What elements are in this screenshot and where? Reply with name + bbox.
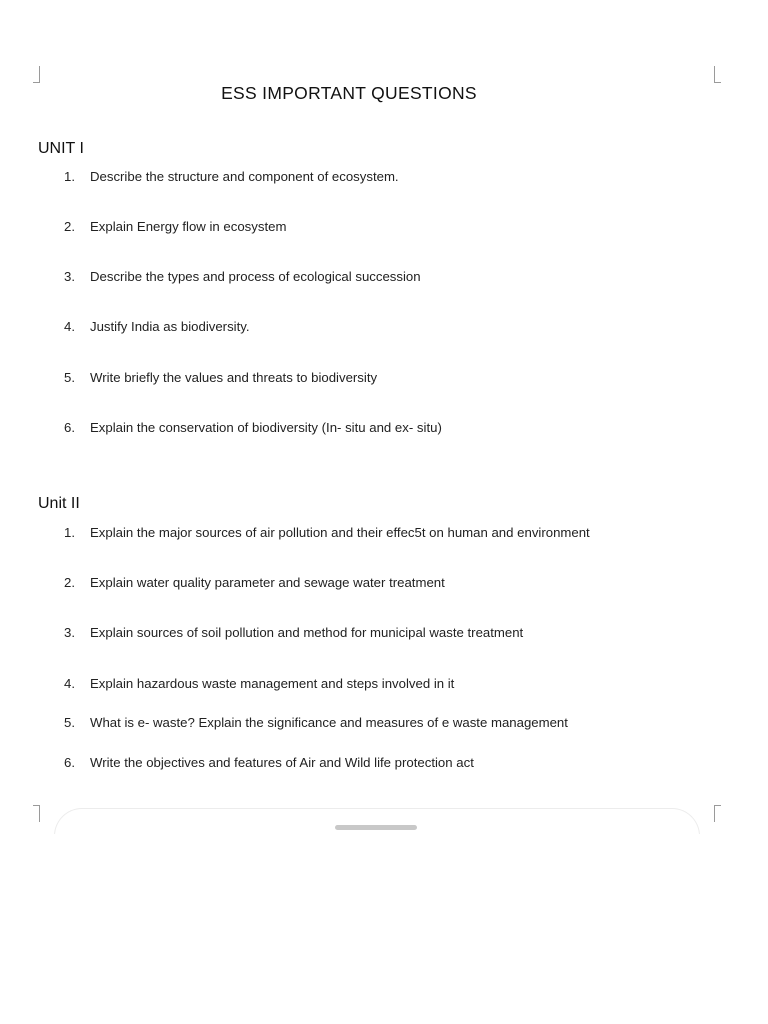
- question-text: Describe the types and process of ecological succession: [90, 269, 421, 284]
- question-number: 5.: [64, 715, 75, 730]
- question-text: Write briefly the values and threats to biodiversity: [90, 370, 378, 385]
- crop-mark-top-left: [33, 66, 40, 83]
- question-item: [64, 219, 286, 234]
- question-number: 1.: [64, 169, 75, 184]
- question-text: Justify India as biodiversity.: [90, 319, 250, 334]
- question-item: [64, 625, 523, 640]
- question-item: [64, 319, 250, 334]
- crop-mark-bottom-right: [714, 805, 721, 822]
- question-text: What is e- waste? Explain the significance and measures of e waste management: [90, 715, 568, 730]
- question-text: Explain water quality parameter and sewage water treatment: [90, 575, 445, 590]
- unit-heading-2: Unit II: [38, 495, 80, 512]
- question-text: Explain Energy flow in ecosystem: [90, 219, 287, 234]
- question-text: Write the objectives and features of Air and Wild life protection act: [90, 755, 474, 770]
- question-number: 4.: [64, 319, 75, 334]
- question-text: Explain the conservation of biodiversity (In- situ and ex- situ): [90, 420, 442, 435]
- crop-mark-bottom-left: [33, 805, 40, 822]
- question-text: Explain hazardous waste management and steps involved in it: [90, 676, 455, 691]
- question-number: 1.: [64, 525, 75, 540]
- document-title: ESS IMPORTANT QUESTIONS: [221, 83, 477, 103]
- question-item: [64, 420, 442, 435]
- blank-area: [0, 834, 768, 1024]
- crop-mark-top-right: [714, 66, 721, 83]
- question-item: [64, 169, 399, 184]
- question-number: 3.: [64, 625, 75, 640]
- question-item: [64, 575, 445, 590]
- question-item: [64, 715, 568, 730]
- question-number: 2.: [64, 575, 75, 590]
- question-item: [64, 676, 454, 691]
- question-number: 3.: [64, 269, 75, 284]
- question-number: 5.: [64, 370, 75, 385]
- question-number: 2.: [64, 219, 75, 234]
- question-item: [64, 525, 590, 540]
- question-number: 4.: [64, 676, 75, 691]
- bottom-sheet-drag-handle[interactable]: [335, 825, 417, 830]
- question-number: 6.: [64, 755, 75, 770]
- question-item: [64, 755, 474, 770]
- question-text: Explain sources of soil pollution and method for municipal waste treatment: [90, 625, 524, 640]
- question-number: 6.: [64, 420, 75, 435]
- question-item: [64, 370, 377, 385]
- question-item: [64, 269, 421, 284]
- question-text: Describe the structure and component of ecosystem.: [90, 169, 399, 184]
- unit-heading-1: UNIT I: [38, 140, 84, 157]
- question-text: Explain the major sources of air pollution and their effec5t on human and environment: [90, 525, 590, 540]
